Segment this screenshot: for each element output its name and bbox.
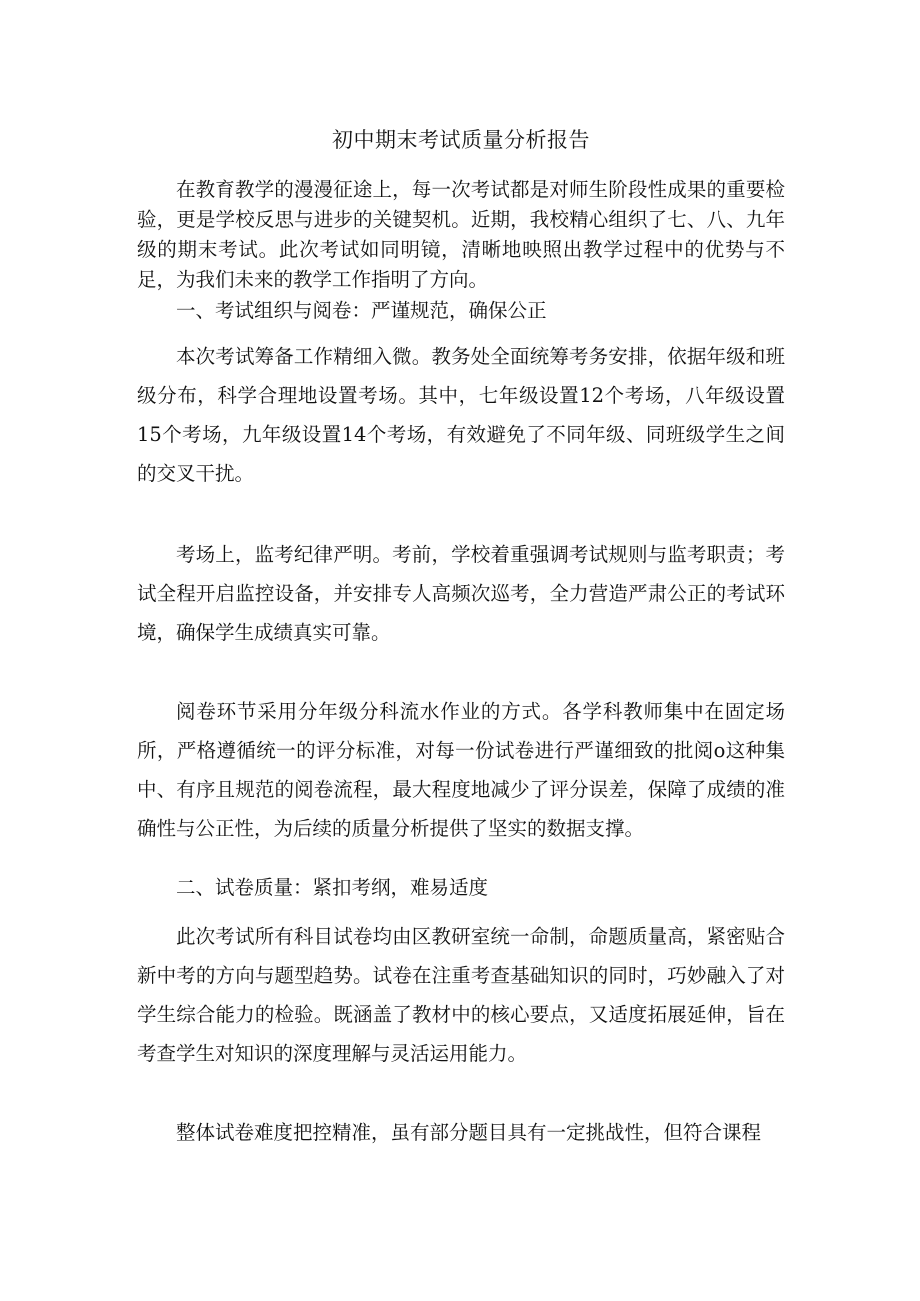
section2-paragraph-1: 此次考试所有科目试卷均由区教研室统一命制，命题质量高，紧密贴合新中考的方向与题型趋势。试卷在注重考查基础知识的同时，巧妙融入了对学生综合能力的检验。既涵盖了教材中的核心要点，又适度拓展延伸，旨在考查学生对知识的深度理解与灵活运用能力。 bbox=[137, 925, 785, 1065]
section-heading-1: 一、考试组织与阅卷：严谨规范，确保公正 bbox=[176, 299, 547, 322]
section2-paragraph-2: 整体试卷难度把控精准，虽有部分题目具有一定挑战性，但符合课程 bbox=[176, 1121, 762, 1144]
section1-paragraph-1: 本次考试筹备工作精细入微。教务处全面统筹考务安排，依据年级和班级分布，科学合理地设置考场。其中，七年级设置12个考场，八年级设置15个考场，九年级设置14个考场，有效避免了不同年级、同班级学生之间的交叉干扰。 bbox=[137, 345, 785, 485]
document-title: 初中期末考试质量分析报告 bbox=[332, 128, 590, 152]
section1-paragraph-2: 考场上，监考纪律严明。考前，学校着重强调考试规则与监考职责；考试全程开启监控设备，并安排专人高频次巡考，全力营造严肃公正的考试环境，确保学生成绩真实可靠。 bbox=[137, 543, 785, 644]
section1-paragraph-3: 阅卷环节采用分年级分科流水作业的方式。各学科教师集中在固定场所，严格遵循统一的评分标准，对每一份试卷进行严谨细致的批阅o这种集中、有序且规范的阅卷流程，最大程度地减少了评分误差，保障了成绩的准确性与公正性，为后续的质量分析提供了坚实的数据支撑。 bbox=[137, 700, 785, 840]
section-heading-2: 二、试卷质量：紧扣考纲，难易适度 bbox=[176, 876, 489, 899]
intro-paragraph: 在教育教学的漫漫征途上，每一次考试都是对师生阶段性成果的重要检验，更是学校反思与进步的关键契机。近期，我校精心组织了七、八、九年级的期末考试。此次考试如同明镜，清晰地映照出教学过程中的优势与不足，为我们未来的教学工作指明了方向。 bbox=[137, 178, 785, 291]
